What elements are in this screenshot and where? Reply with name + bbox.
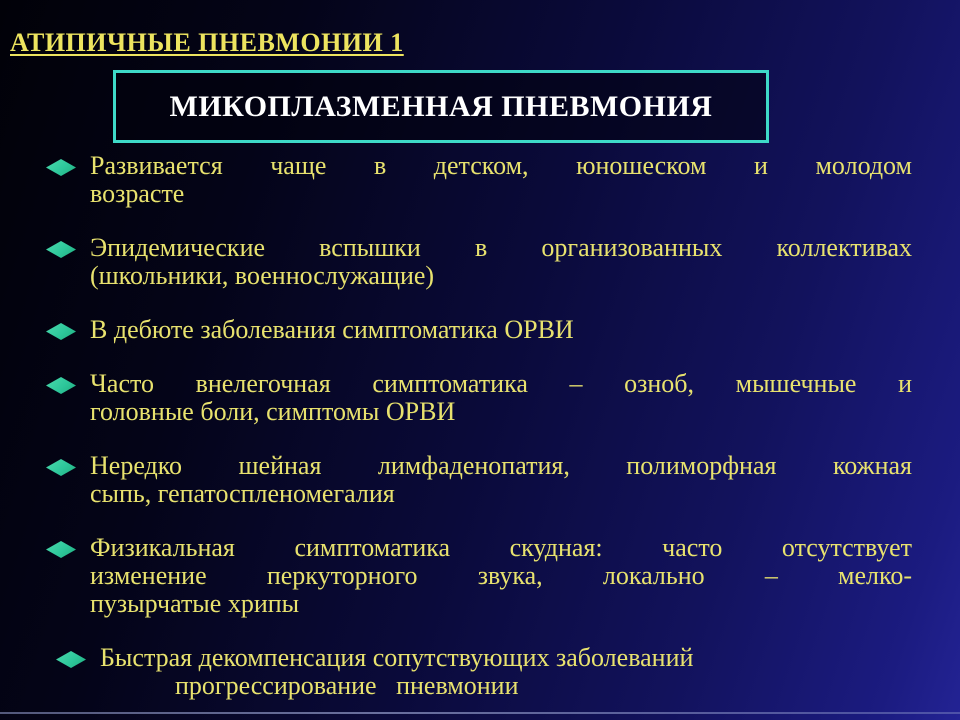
slide-heading: АТИПИЧНЫЕ ПНЕВМОНИИ 1 [10, 28, 404, 57]
bullet-item [46, 316, 912, 344]
bullet-item [46, 152, 912, 208]
bullet-text [90, 534, 912, 618]
bottom-divider [0, 712, 960, 714]
diamond-bullet-icon [46, 241, 76, 258]
diamond-bullet-icon [46, 323, 76, 340]
diamond-bullet-icon [46, 541, 76, 558]
title-box [113, 70, 769, 143]
bullet-item [46, 534, 912, 618]
bullet-line: Физикальная симптоматика скудная: часто отсутствует [90, 533, 912, 562]
bullet-item [46, 234, 912, 290]
bullet-text [100, 644, 912, 700]
bullet-line: изменение перкуторного звука, локально – мелко- [90, 561, 912, 590]
bullet-line: В дебюте заболевания симптоматика ОРВИ [90, 315, 574, 344]
bullet-line: Нередко шейная лимфаденопатия, полиморфная кожная [90, 451, 912, 480]
bullet-line: (школьники, военнослужащие) [90, 261, 435, 290]
bullet-line: Быстрая декомпенсация сопутствующих заболеваний [100, 643, 694, 672]
bullet-text [90, 316, 912, 344]
bullet-line: пузырчатые хрипы [90, 589, 300, 618]
bullet-line: Часто внелегочная симптоматика – озноб, мышечные и [90, 369, 912, 398]
bullet-list [46, 152, 912, 720]
bullet-line: Эпидемические вспышки в организованных коллективах [90, 233, 912, 262]
bullet-text [90, 370, 912, 426]
bullet-line: сыпь, гепатоспленомегалия [90, 479, 395, 508]
bullet-line: головные боли, симптомы ОРВИ [90, 397, 456, 426]
title-box-label: МИКОПЛАЗМЕННАЯ ПНЕВМОНИЯ [169, 89, 713, 123]
diamond-bullet-icon [46, 377, 76, 394]
bullet-item [56, 644, 912, 700]
diamond-bullet-icon [46, 459, 76, 476]
bullet-text [90, 234, 912, 290]
bullet-line: прогрессирование пневмонии [175, 671, 519, 700]
diamond-bullet-icon [46, 159, 76, 176]
bullet-line: Развивается чаще в детском, юношеском и молодом [90, 151, 912, 180]
diamond-bullet-icon [56, 651, 86, 668]
bullet-text [90, 152, 912, 208]
bullet-item [46, 452, 912, 508]
bullet-line: возрасте [90, 179, 185, 208]
bullet-item [46, 370, 912, 426]
bullet-text [90, 452, 912, 508]
